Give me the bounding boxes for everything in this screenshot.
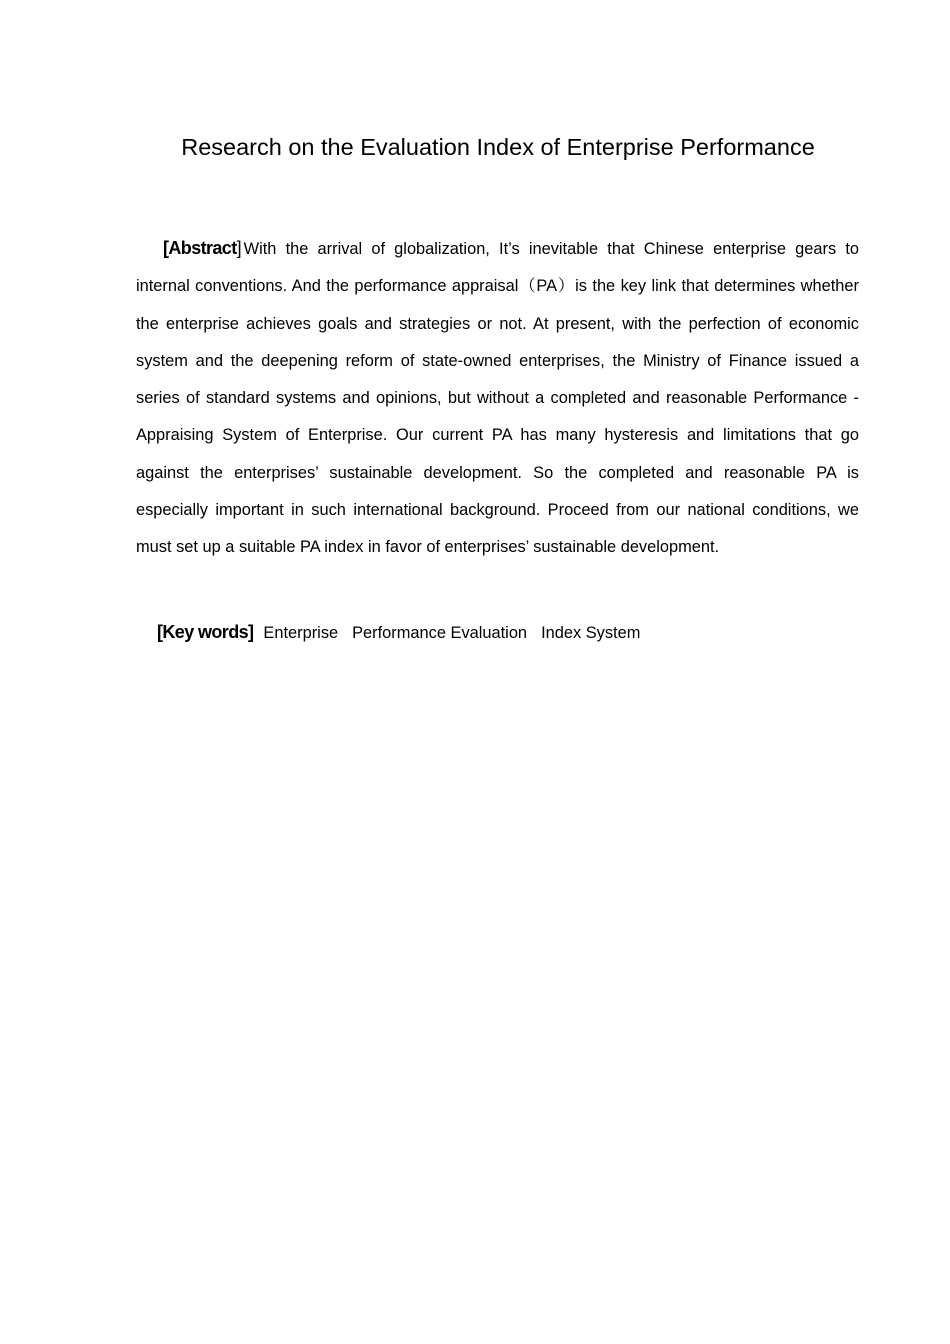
abstract-text: With the arrival of globalization, It’s inevitable that Chinese enterprise gears to internal conventions. And the performance appraisal（PA）is the key link that determines whether the enterprise achieves goals and strategies or not. At present, with the perfection of economic system and the deepening reform of state-owned enterprises, the Ministry of Finance issued a series of standard systems and opinions, but without a completed and reasonable Performance - Appraising System of Enterprise. Our current PA has many hysteresis and limitations that go against the enterprises’ sustainable development. So the completed and reasonable PA is especially important in such international background. Proceed from our national conditions, we must set up a suitable PA index in favor of enterprises’ sustainable development.: [136, 240, 859, 557]
abstract-label: [Abstract: [163, 238, 237, 258]
keywords-line: [157, 617, 857, 648]
document-title: Research on the Evaluation Index of Enterprise Performance: [181, 134, 815, 160]
keyword-item: Enterprise: [263, 624, 339, 642]
abstract-label-bracket: ]: [236, 238, 242, 258]
keyword-item: Performance Evaluation: [352, 624, 528, 642]
keyword-item: Index System: [541, 624, 641, 642]
keywords-label: [Key words]: [157, 622, 254, 642]
abstract-paragraph: [136, 230, 859, 567]
